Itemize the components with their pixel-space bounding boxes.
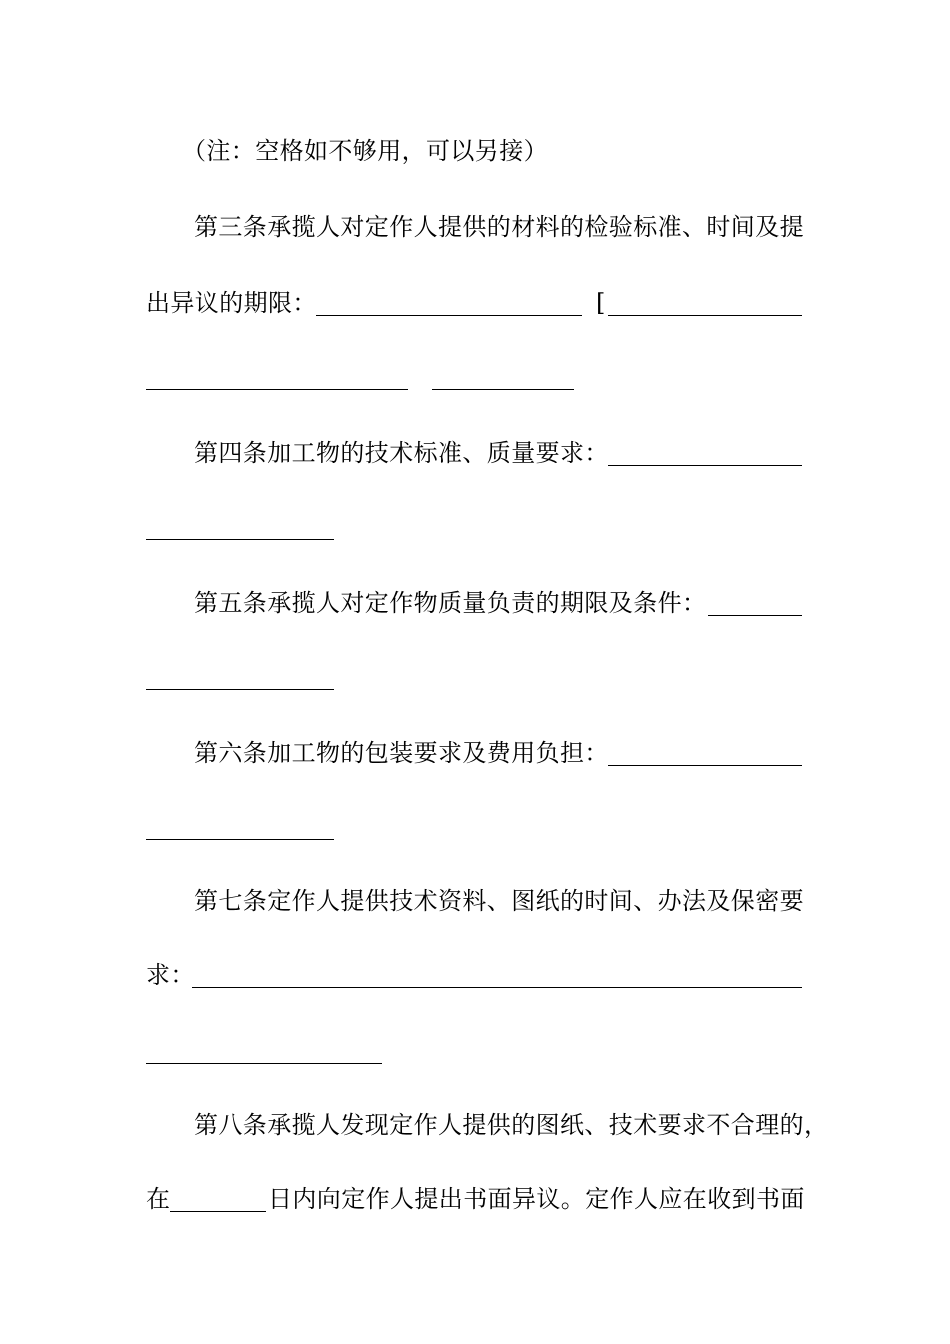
- article-4-line-1: [0, 434, 950, 474]
- article-3-line-3: [0, 358, 950, 398]
- article-3-blank-3[interactable]: [146, 389, 408, 390]
- article-7-continuation: 求：: [146, 961, 195, 989]
- article-6-line-2: [0, 808, 950, 848]
- article-7-text: 第七条定作人提供技术资料、图纸的时间、办法及保密要: [194, 887, 804, 915]
- article-3-text: 第三条承揽人对定作人提供的材料的检验标准、时间及提: [194, 213, 804, 241]
- note-line: [0, 132, 950, 172]
- article-7-blank-1[interactable]: [192, 987, 802, 988]
- note-text: （注：空格如不够用，可以另接）: [182, 137, 548, 165]
- article-6-blank-2[interactable]: [146, 839, 334, 840]
- article-5-text: 第五条承揽人对定作物质量负责的期限及条件：: [194, 589, 707, 617]
- article-3-blank-2[interactable]: [608, 315, 802, 316]
- article-7-line-3: [0, 1032, 950, 1072]
- article-8-days-blank[interactable]: [170, 1211, 266, 1212]
- article-5-blank-1[interactable]: [708, 615, 802, 616]
- article-4-blank-2[interactable]: [146, 539, 334, 540]
- article-8-line-1: [0, 1106, 950, 1146]
- article-3-continuation: 出异议的期限：: [146, 289, 317, 317]
- article-8-prefix: 在: [146, 1185, 171, 1213]
- article-5-blank-2[interactable]: [146, 689, 334, 690]
- article-3-line-1: [0, 208, 950, 248]
- article-3-bracket: [: [596, 289, 606, 317]
- article-3-blank-1[interactable]: [316, 315, 582, 316]
- article-4-text: 第四条加工物的技术标准、质量要求：: [194, 439, 609, 467]
- article-6-line-1: [0, 734, 950, 774]
- article-7-line-1: [0, 882, 950, 922]
- article-6-blank-1[interactable]: [608, 765, 802, 766]
- article-4-line-2: [0, 508, 950, 548]
- article-3-blank-4[interactable]: [432, 389, 574, 390]
- article-7-line-2: [0, 956, 950, 996]
- article-8-text: 第八条承揽人发现定作人提供的图纸、技术要求不合理的，: [194, 1111, 829, 1139]
- article-8-suffix: 日内向定作人提出书面异议。定作人应在收到书面: [268, 1185, 805, 1213]
- article-6-text: 第六条加工物的包装要求及费用负担：: [194, 739, 609, 767]
- article-5-line-2: [0, 658, 950, 698]
- article-4-blank-1[interactable]: [608, 465, 802, 466]
- article-8-line-2: [0, 1180, 950, 1220]
- article-7-blank-2[interactable]: [146, 1063, 382, 1064]
- article-5-line-1: [0, 584, 950, 624]
- article-3-line-2: [0, 284, 950, 324]
